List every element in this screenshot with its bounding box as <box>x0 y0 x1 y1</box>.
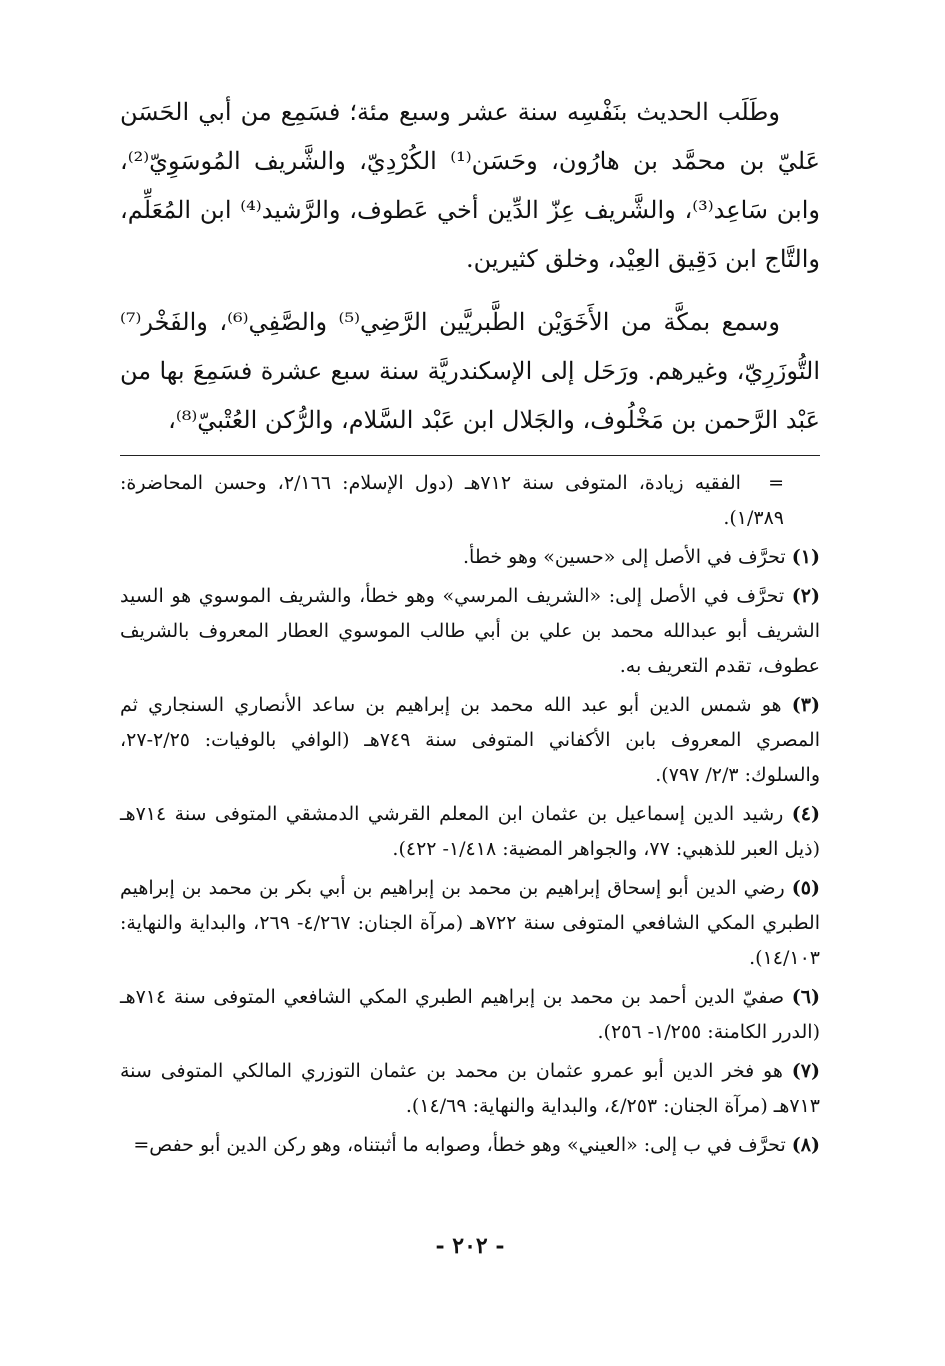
document-page <box>120 88 820 1268</box>
page-number: - ٢٠٢ - <box>435 1233 505 1259</box>
footnote-3 <box>120 688 820 793</box>
footnote-number: (٤) <box>791 803 821 825</box>
footnote-number: (٥) <box>791 877 821 899</box>
footnote-number: (٧) <box>791 1060 820 1082</box>
footnotes <box>120 466 820 1163</box>
footnote-6 <box>120 980 820 1050</box>
footnote-number: (٣) <box>791 694 821 716</box>
footnote-divider <box>120 455 820 456</box>
footnote-5 <box>120 871 820 976</box>
footnote-number: (٦) <box>791 986 820 1008</box>
continuation-marker: = <box>768 472 785 494</box>
footnote-text: هو فخر الدين أبو عمرو عثمان بن محمد بن عثمان التوزري المالكي المتوفى سنة ٧١٣هـ (مرآة الجنان: ٤/٢٥٣، والبداية والنهاية: ١٤/٦٩). <box>120 1060 820 1117</box>
footnote-4 <box>120 797 820 867</box>
main-text <box>120 88 820 445</box>
footnote-number: (٢) <box>791 585 820 607</box>
footnote-text: تحرَّف في الأصل إلى «حسين» وهو خطأ. <box>462 546 786 568</box>
footnote-1 <box>120 540 820 575</box>
footnote-text: تحرَّف في ب إلى: «العيني» وهو خطأ، وصوابه ما أثبتناه، وهو ركن الدين أبو حفص= <box>133 1134 786 1156</box>
footnote-7 <box>120 1054 820 1124</box>
main-paragraph-2: وسمع بمكَّة من الأَخَوَيْن الطَّبريَّين الرَّضِي⁽⁵⁾ والصَّفِي⁽⁶⁾، والفَخْر⁽⁷⁾ التُّوزَرِيّ، وغيرهم. ورَحَل إلى الإسكندريَّة سنة سبع عشرة فسَمِعَ بها من عَبْد الرَّحمن بن مَخْلُوف، والجَلال ابن عَبْد السَّلام، والرُّكن العُتْبيّ⁽⁸⁾، <box>120 308 820 434</box>
footnote-text: رشيد الدين إسماعيل بن عثمان ابن المعلم القرشي الدمشقي المتوفى سنة ٧١٤هـ (ذيل العبر للذهبي: ٧٧، والجواهر المضية: ١/٤١٨- ٤٢٢). <box>120 803 820 860</box>
footnote-number: (٨) <box>791 1134 820 1156</box>
footnote-2 <box>120 579 820 684</box>
footnote-text: تحرَّف في الأصل إلى: «الشريف المرسي» وهو خطأ، والشريف الموسوي هو السيد الشريف أبو عبدالله محمد بن علي بن أبي طالب الموسوي العطار المعروف بالشريف عطوف، تقدم التعريف به. <box>120 585 820 677</box>
footnote-continuation <box>120 466 820 536</box>
footnote-text: صفيّ الدين أحمد بن محمد بن إبراهيم الطبري المكي الشافعي المتوفى سنة ٧١٤هـ (الدرر الكامنة: ١/٢٥٥- ٢٥٦). <box>120 986 820 1043</box>
footnote-8 <box>120 1128 820 1163</box>
footnote-number: (١) <box>791 546 820 568</box>
main-paragraph-1: وطَلَب الحديث بنَفْسِه سنة عشر وسبع مئة؛ فسَمِع من أبي الحَسَن عَليّ بن محمَّد بن هارُون، وحَسَن⁽¹⁾ الكُرْدِيّ، والشَّريف المُوسَوِيّ⁽²⁾، وابن سَاعِد⁽³⁾، والشَّريف عِزّ الدِّين أخي عَطوف، والرَّشيد⁽⁴⁾ ابن المُعَلِّم، والتَّاج ابن دَقِيق العِيْد، وخلق كثيرين. <box>120 98 820 273</box>
footnote-text: رضي الدين أبو إسحاق إبراهيم بن محمد بن إبراهيم بن أبي بكر بن محمد بن إبراهيم الطبري المكي الشافعي المتوفى سنة ٧٢٢هـ (مرآة الجنان: ٤/٢٦٧- ٢٦٩، والبداية والنهاية: ١٤/١٠٣). <box>120 877 820 969</box>
continuation-text: الفقيه زيادة، المتوفى سنة ٧١٢هـ (دول الإسلام: ٢/١٦٦، وحسن المحاضرة: ١/٣٨٩). <box>120 472 784 529</box>
footnote-text: هو شمس الدين أبو عبد الله محمد بن إبراهيم بن ساعد الأنصاري السنجاري ثم المصري المعروف بابن الأكفاني المتوفى سنة ٧٤٩هـ (الوافي بالوفيات: ٢/٢٥-٢٧، والسلوك: ٢/٣/ ٧٩٧). <box>120 694 820 786</box>
